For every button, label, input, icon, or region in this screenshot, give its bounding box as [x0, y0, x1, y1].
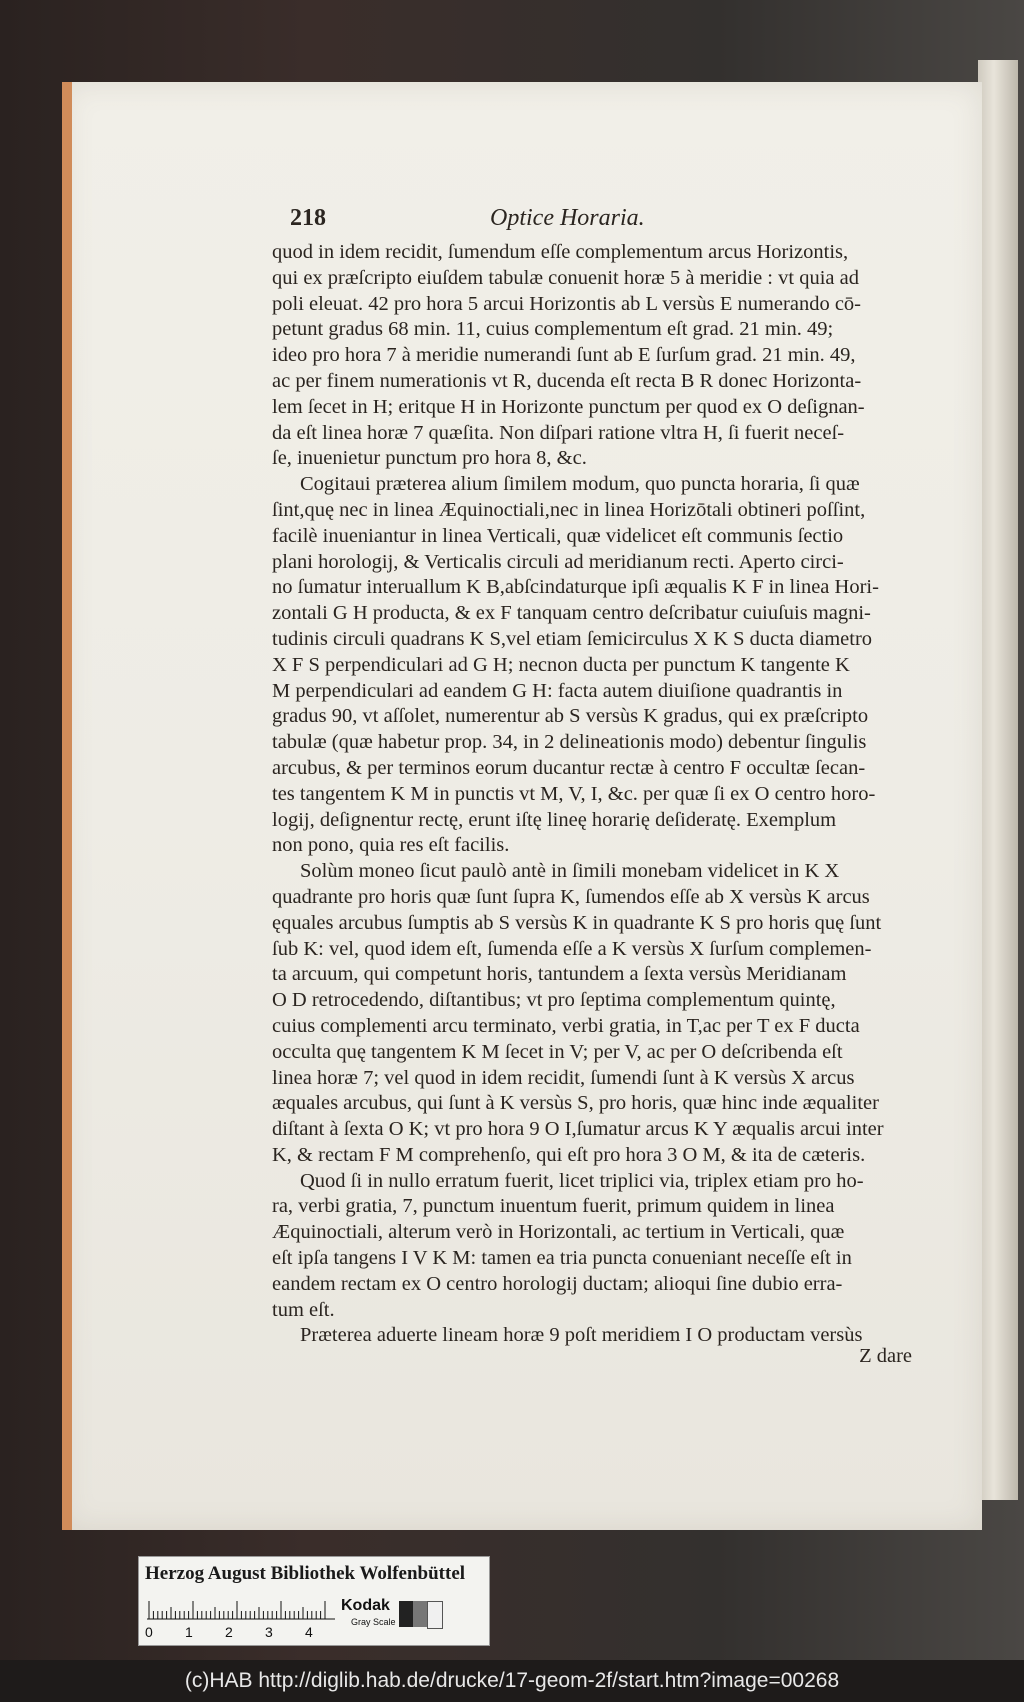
- grayscale-label: Gray Scale: [351, 1617, 396, 1627]
- text-line: quod in idem recidit, ſumendum eſſe complementum arcus Horizontis,: [272, 241, 849, 263]
- text-line: ideo pro hora 7 à meridie numerandi ſunt ab E ſurſum grad. 21 min. 49,: [272, 344, 856, 367]
- text-line: zontali G H producta, & ex F tanquam centro deſcribatur cuiuſuis magni-: [272, 602, 871, 625]
- text-line: linea horæ 7; vel quod in idem recidit, ſumendi ſunt à K versùs X arcus: [272, 1066, 855, 1089]
- text-line: eandem rectam ex O centro horologij ductam; alioqui ſine dubio erra-: [272, 1272, 843, 1295]
- text-line: X F S perpendiculari ad G H; necnon ducta per punctum K tangente K: [272, 653, 850, 676]
- text-line: occulta quę tangentem K M ſecet in V; per V, ac per O deſcribenda eſt: [272, 1040, 843, 1063]
- text-line: non pono, quia res eſt facilis.: [272, 834, 510, 857]
- text-line: tabulæ (quæ habetur prop. 34, in 2 delineationis modo) debentur ſingulis: [272, 731, 867, 754]
- next-page-edge: [978, 60, 1018, 1500]
- ruler: [145, 1597, 345, 1643]
- text-line: ra, verbi gratia, 7, punctum inuentum fuerit, primum quidem in linea: [272, 1195, 835, 1218]
- text-line: M perpendiculari ad eandem G H: facta autem diuiſione quadrantis in: [272, 679, 843, 702]
- text-line: gradus 90, vt aſſolet, numerentur ab S versùs K gradus, qui ex præſcripto: [272, 705, 869, 728]
- text-line: æquales arcubus, qui ſunt à K versùs S, pro horis, quæ hinc inde æqualiter: [272, 1092, 879, 1115]
- text-line: Præterea aduerte lineam horæ 9 poſt meridiem I O productam versùs: [300, 1324, 863, 1347]
- gray-swatch-light: [427, 1601, 443, 1629]
- ruler-number: 1: [185, 1624, 193, 1640]
- text-line: tes tangentem K M in punctis vt M, V, I, &c. per quæ ſi ex O centro horo-: [272, 782, 876, 805]
- text-line: ſint,quę nec in linea Æquinoctiali,nec in linea Horizōtali obtineri poſſint,: [272, 498, 866, 521]
- text-line: petunt gradus 68 min. 11, cuius complementum eſt grad. 21 min. 49;: [272, 318, 834, 341]
- text-line: Cogitaui præterea alium ſimilem modum, quo puncta horaria, ſi quæ: [300, 473, 860, 496]
- text-line: logij, deſignentur rectę, erunt iſtę lineę horarię deſideratę. Exemplum: [272, 808, 837, 831]
- card-institution-label: Herzog August Bibliothek Wolfenbüttel: [145, 1563, 481, 1591]
- page-gutter-edge: [62, 82, 72, 1530]
- text-line: da eſt linea horæ 7 quæſita. Non diſpari ratione vltra H, ſi fuerit neceſ-: [272, 421, 845, 444]
- text-line: plani horologij, & Verticalis circuli ad meridianum recti. Aperto circi-: [272, 550, 844, 573]
- ruler-number: 3: [265, 1624, 273, 1640]
- text-line: poli eleuat. 42 pro hora 5 arcui Horizontis ab L versùs E numerando cō-: [272, 292, 862, 315]
- ruler-number: 4: [305, 1624, 313, 1640]
- catchword: Z dare: [859, 1345, 912, 1367]
- color-calibration-card: [138, 1556, 490, 1646]
- text-line: ta arcuum, qui competunt horis, tantundem a ſexta versùs Meridianam: [272, 963, 847, 986]
- ruler-number: 2: [225, 1624, 233, 1640]
- text-line: tum eſt.: [272, 1298, 335, 1321]
- text-line: ſub K: vel, quod idem eſt, ſumenda eſſe a K versùs X ſurſum complemen-: [272, 937, 872, 960]
- text-line: ſe, inuenietur punctum pro hora 8, &c.: [272, 447, 587, 470]
- text-line: Solùm moneo ſicut paulò antè in ſimili monebam videlicet in K X: [300, 860, 840, 883]
- text-line: ac per finem numerationis vt R, ducenda eſt recta B R donec Horizonta-: [272, 369, 862, 392]
- ruler-number: 0: [145, 1624, 153, 1640]
- text-line: K, & rectam F M comprehenſo, qui eſt pro hora 3 O M, & ita de cæteris.: [272, 1143, 866, 1166]
- gray-swatch-dark: [399, 1601, 413, 1627]
- kodak-brand: Kodak: [341, 1597, 390, 1614]
- text-line: O D retrocedendo, diſtantibus; vt pro ſeptima complementum quintę,: [272, 989, 836, 1012]
- text-line: quadrante pro horis quæ ſunt ſupra K, ſumendos eſſe ab X versùs K arcus: [272, 885, 870, 908]
- gray-swatch-mid: [413, 1601, 427, 1627]
- text-line: diſtant à ſexta O K; vt pro hora 9 O I,ſumatur arcus K Y æqualis arcui inter: [272, 1118, 884, 1141]
- text-line: lem ſecet in H; eritque H in Horizonte punctum per quod ex O deſignan-: [272, 395, 865, 418]
- text-line: tudinis circuli quadrans K S,vel etiam ſemicirculus X K S ducta diametro: [272, 627, 873, 650]
- text-line: ęquales arcubus ſumptis ab S versùs K in quadrante K S pro horis quę ſunt: [272, 911, 882, 934]
- text-line: cuius complementi arcu terminato, verbi gratia, in T,ac per T ex F ducta: [272, 1014, 860, 1037]
- footer-credit: (c)HAB http://diglib.hab.de/drucke/17-geom-2f/start.htm?image=00268: [0, 1660, 1024, 1702]
- text-line: Quod ſi in nullo erratum fuerit, licet triplici via, triplex etiam pro ho-: [300, 1169, 864, 1192]
- running-head: [290, 205, 930, 239]
- text-line: facilè inueniantur in linea Verticali, quæ videlicet eſt communis ſectio: [272, 524, 844, 547]
- text-line: eſt ipſa tangens I V K M: tamen ea tria puncta conueniant neceſſe eſt in: [272, 1247, 852, 1270]
- body-text: [272, 240, 932, 1349]
- text-line: qui ex præſcripto eiuſdem tabulæ conuenit horæ 5 à meridie : vt quia ad: [272, 266, 859, 289]
- text-line: arcubus, & per terminos eorum ducantur rectæ à centro F occultæ ſecan-: [272, 756, 866, 779]
- page-number: 218: [290, 205, 326, 231]
- running-title: Optice Horaria.: [490, 205, 645, 231]
- text-line: no ſumatur interuallum K B,abſcindaturque ipſi æqualis K F in linea Hori-: [272, 576, 879, 599]
- text-line: Æquinoctiali, alterum verò in Horizontali, ac tertium in Verticali, quæ: [272, 1221, 845, 1244]
